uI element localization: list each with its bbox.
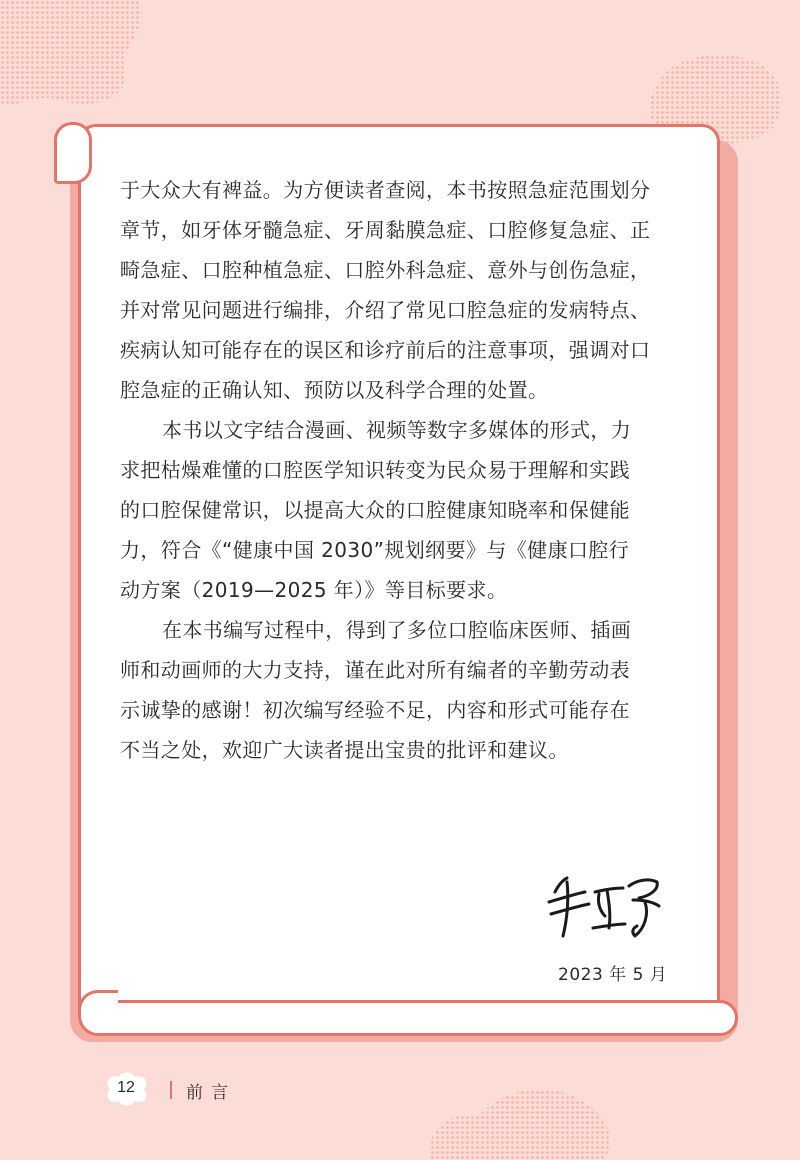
preface-body	[120, 170, 680, 770]
body-line: 师和动画师的大力支持，谨在此对所有编者的辛勤劳动表	[120, 658, 630, 682]
body-line: 畸急症、口腔种植急症、口腔外科急症、意外与创伤急症，	[120, 258, 651, 282]
author-signature	[545, 872, 665, 942]
body-line: 于大众大有裨益。为方便读者查阅，本书按照急症范围划分	[120, 178, 651, 202]
date: 2023 年 5 月	[558, 965, 668, 985]
footer-divider	[170, 1081, 172, 1099]
scroll-bottom-curl	[90, 1000, 738, 1036]
body-line: 本书以文字结合漫画、视频等数字多媒体的形式，力	[162, 418, 632, 442]
body-line: 示诚挚的感谢！初次编写经验不足，内容和形式可能存在	[120, 698, 630, 722]
body-line: 腔急症的正确认知、预防以及科学合理的处置。	[120, 378, 549, 402]
halftone-blob-bottom-right	[420, 1080, 620, 1160]
body-line: 动方案（2019—2025 年）》等目标要求。	[120, 578, 508, 602]
body-line: 力，符合《“健康中国 2030”规划纲要》与《健康口腔行	[120, 538, 630, 562]
body-line: 章节，如牙体牙髓急症、牙周黏膜急症、口腔修复急症、正	[120, 218, 651, 242]
body-line: 并对常见问题进行编排，介绍了常见口腔急症的发病特点、	[120, 298, 651, 322]
body-line: 疾病认知可能存在的误区和诊疗前后的注意事项，强调对口	[120, 338, 651, 362]
halftone-blob-top-left	[0, 0, 150, 115]
body-line: 求把枯燥难懂的口腔医学知识转变为民众易于理解和实践	[120, 458, 630, 482]
body-line: 不当之处，欢迎广大读者提出宝贵的批评和建议。	[120, 738, 569, 762]
section-title: 前言	[186, 1083, 236, 1103]
page-number: 12	[117, 1079, 135, 1096]
scroll-top-curl	[54, 122, 92, 184]
body-line: 在本书编写过程中，得到了多位口腔临床医师、插画	[162, 618, 632, 642]
body-line: 的口腔保健常识，以提高大众的口腔健康知晓率和保健能	[120, 498, 630, 522]
scroll-bottom-curl-cap	[78, 990, 118, 1036]
